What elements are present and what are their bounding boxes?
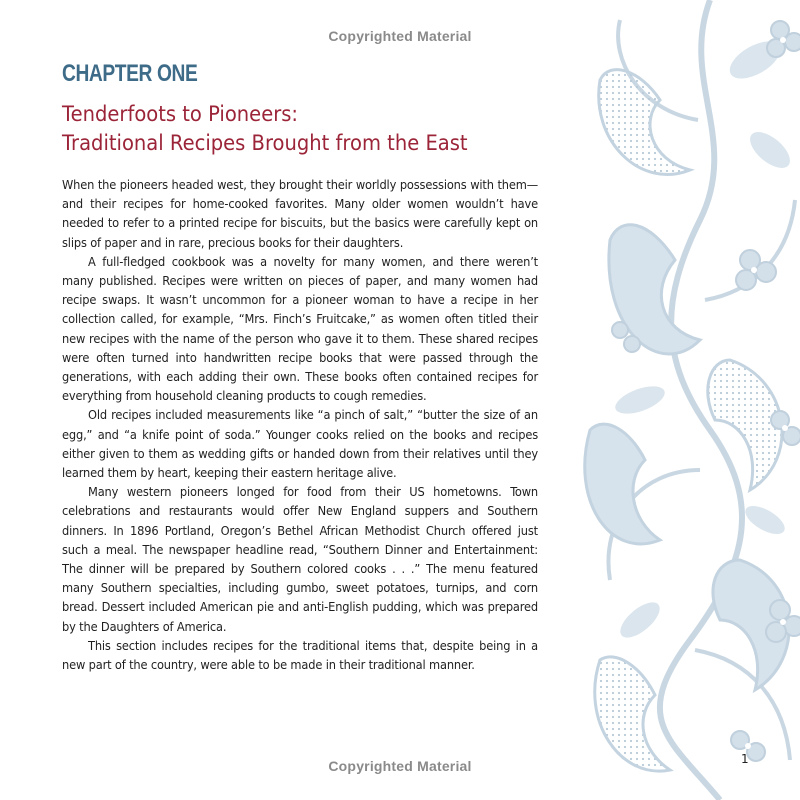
paragraph-4: Many western pioneers longed for food from their US hometowns. Town celebrations and restaurants would offer New England suppers and Southern dinners. In 1896 Portland, Oregon’s Bethel African Methodist Church offered just such a meal. The newspaper headline read, “Southern Dinner and Entertainment: The dinner will be prepared by Southern colored cooks . . .” The menu featured many Southern specialties, including gumbo, sweet potatoes, turnips, and corn bread. Dessert included American pie and anti-English pudding, which was prepared by the Daughters of America.: [62, 484, 538, 634]
chapter-label: CHAPTER ONE: [62, 60, 198, 87]
paragraph-2: A full-fledged cookbook was a novelty for many women, and there weren’t many published. Recipes were written on pieces of paper, and many women had recipe swaps. It wasn’t uncommon for a pioneer woman to have a recipe in her collection called, for example, “Mrs. Finch’s Fruitcake,” as women often titled their new recipes with the name of the person who gave it to them. These shared recipes were often turned into handwritten recipe books that were passed through the generations, with each adding their own. These books often contained recipes for everything from household cleaning products to cough remedies.: [62, 253, 538, 404]
page-number: 1: [741, 752, 749, 766]
watermark-bottom: Copyrighted Material: [328, 758, 472, 774]
chapter-title: [62, 100, 527, 158]
paragraph-1: When the pioneers headed west, they brought their worldly possessions with them—and their recipes for home-cooked favorites. Many older women wouldn’t have needed to refer to a printed recipe for biscuits, but the basics were carefully kept on slips of paper and in rare, precious books for their daughters.: [62, 177, 538, 250]
paragraph-5: This section includes recipes for the traditional items that, despite being in a new part of the country, were able to be made in their traditional manner.: [62, 637, 538, 673]
floral-border-icon: [580, 0, 800, 800]
body-text: [62, 175, 538, 674]
chapter-title-line-1: Tenderfoots to Pioneers:: [62, 102, 299, 126]
chapter-title-line-2: Traditional Recipes Brought from the East: [62, 131, 468, 155]
paragraph-3: Old recipes included measurements like “a pinch of salt,” “butter the size of an egg,” and “a knife point of soda.” Younger cooks relied on the books and recipes either given to them as wedding gifts or handed down from their relatives until they learned them by heart, keeping their eastern heritage alive.: [62, 407, 538, 481]
watermark-top: Copyrighted Material: [328, 28, 472, 44]
